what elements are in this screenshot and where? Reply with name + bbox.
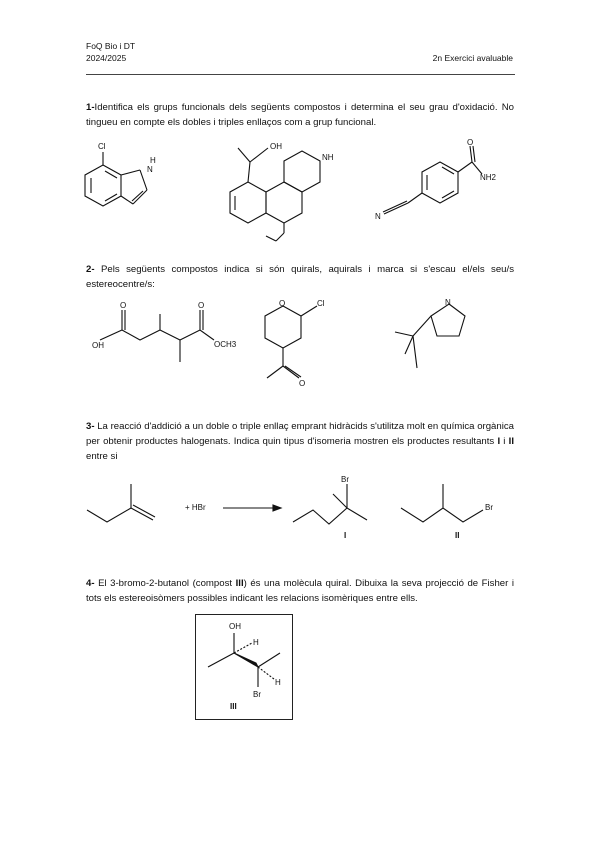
- question-4-text-after: ) és una molècula quiral. Dibuixa la seva projecció de Fisher i tots els estereoisòmers possibles indicant les relacions isomèriques entre ells.: [86, 578, 514, 604]
- q2-molecule-pyran: [255, 298, 345, 398]
- question-4: [86, 576, 514, 606]
- question-3-tail: entre si: [86, 451, 118, 462]
- question-4-text-before: El 3-bromo-2-butanol (compost: [94, 578, 236, 589]
- header-course: FoQ Bio i DT: [86, 41, 136, 51]
- q2b-cl-label: Cl: [317, 299, 325, 308]
- question-2-text: Pels següents compostos indica si són quirals, aquirals i marca si s'escau el/els seu/s estereocentre/s:: [86, 264, 514, 290]
- question-1: [86, 100, 514, 130]
- q4-structure-frame: [195, 614, 293, 720]
- question-4-number: 4-: [86, 578, 95, 589]
- q3-reagent-label: + HBr: [185, 503, 206, 512]
- question-4-compound: III: [235, 578, 244, 589]
- question-3-product-a: I: [497, 436, 501, 447]
- question-1-number: 1-: [86, 102, 95, 113]
- q2-molecule-acid-ester: [92, 300, 252, 370]
- q4-br-label: Br: [253, 690, 261, 699]
- header-divider: [86, 74, 515, 75]
- question-3-number: 3-: [86, 421, 95, 432]
- question-2-number: 2-: [86, 264, 95, 275]
- header-year: 2024/2025: [86, 53, 127, 63]
- q4-molecule-bromobutanol: [196, 615, 292, 719]
- q1b-nh-label: NH: [322, 153, 334, 162]
- q4-compound-label: III: [230, 702, 237, 711]
- question-3: [86, 419, 514, 464]
- header-exercise: 2n Exercici avaluable: [432, 53, 513, 63]
- q3-reaction-scheme: [85, 470, 525, 550]
- question-1-text: Identifica els grups funcionals dels següents compostos i determina el seu grau d'oxidació. No tingueu en compte els dobles i triples enllaços com a grup funcional.: [86, 102, 514, 128]
- q2a-o2-label: O: [198, 301, 205, 310]
- q2a-o1-label: O: [120, 301, 127, 310]
- question-3-product-b: II: [508, 436, 514, 447]
- q3-product2-label: II: [455, 531, 460, 540]
- q1c-n-label: N: [375, 212, 381, 221]
- q4-oh-label: OH: [229, 622, 241, 631]
- q2c-n-label: N: [445, 298, 451, 307]
- q1-molecule-cyanobenzamide: [370, 140, 500, 230]
- q1b-oh-label: OH: [270, 142, 282, 151]
- question-3-text: La reacció d'addició a un doble o triple enllaç emprant hidràcids s'utilitza molt en química orgànica per obtenir productes halogenats. Indica quin tipus d'isomeria mostren els productes resultants: [86, 421, 514, 447]
- q1c-nh2-label: NH2: [480, 173, 497, 182]
- q1-molecule-polycycle: [230, 138, 340, 248]
- q3-product1-label: I: [344, 531, 347, 540]
- q1c-o-label: O: [467, 138, 474, 147]
- q1a-h-label: H: [150, 156, 156, 165]
- q2b-o-keto-label: O: [299, 379, 306, 388]
- q1a-cl-label: Cl: [98, 142, 106, 151]
- q4-h1-label: H: [253, 638, 259, 647]
- q2a-oh-label: OH: [92, 341, 104, 350]
- header-course-block: [86, 40, 135, 64]
- q1-molecule-chloroindole: [85, 140, 175, 220]
- q2-molecule-pyrrolidine: [385, 296, 475, 376]
- q4-h2-label: H: [275, 678, 281, 687]
- q3-product2-br-label: Br: [485, 503, 493, 512]
- q2b-o-ring-label: O: [279, 299, 286, 308]
- q3-product1-br-label: Br: [341, 475, 349, 484]
- q2a-och3-label: OCH3: [214, 340, 237, 349]
- question-3-connector: i: [500, 436, 509, 447]
- q1a-n-label: N: [147, 165, 153, 174]
- question-2: [86, 262, 514, 292]
